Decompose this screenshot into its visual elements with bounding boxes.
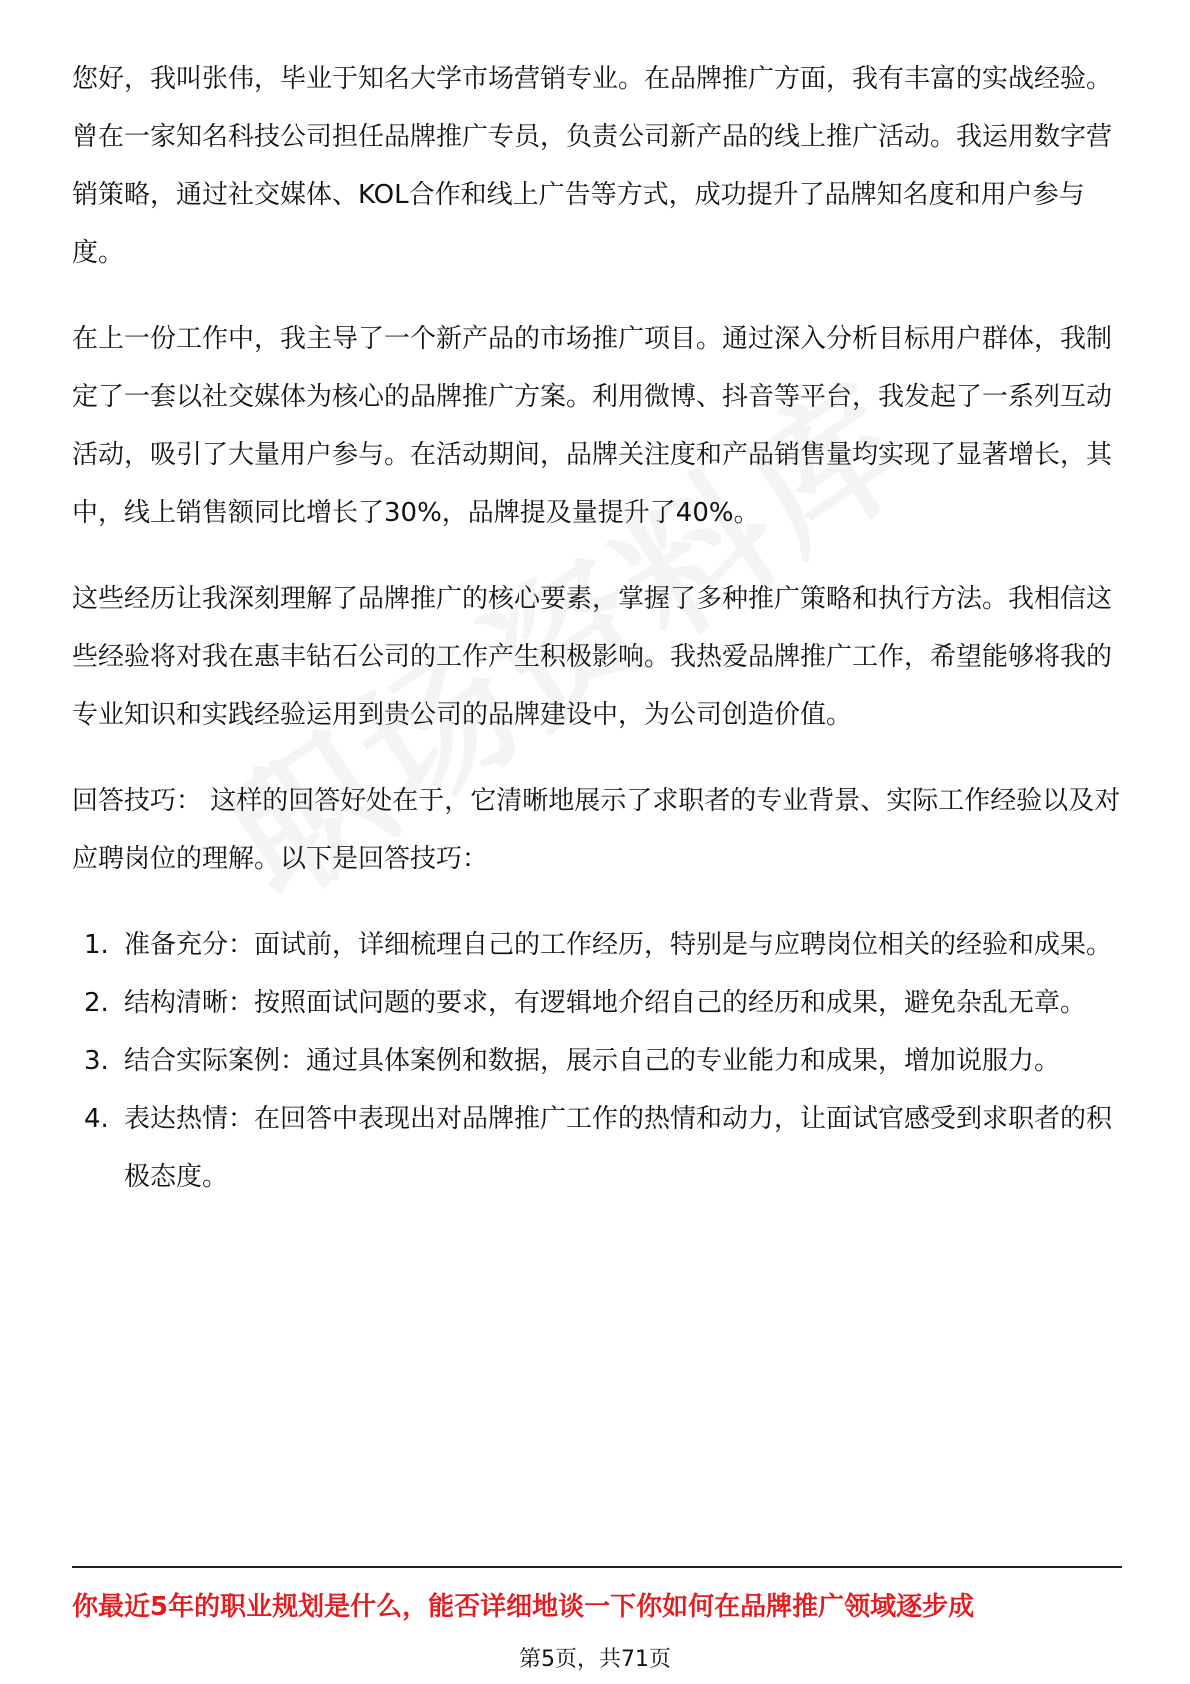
paragraph-project: 在上一份工作中，我主导了一个新产品的市场推广项目。通过深入分析目标用户群体，我制定了一套以社交媒体为核心的品牌推广方案。利用微博、抖音等平台，我发起了一系列互动活动，吸引了大量用户参与。在活动期间，品牌关注度和产品销售量均实现了显著增长，其中，线上销售额同比增长了30%，品牌提及量提升了40%。	[72, 324, 1113, 528]
tip-text: 结合实际案例：通过具体案例和数据，展示自己的专业能力和成果，增加说服力。	[124, 1046, 1061, 1076]
tip-number: 3.	[84, 1046, 109, 1076]
document-body	[72, 50, 1132, 1206]
tip-item	[72, 916, 1132, 974]
section-divider	[72, 1566, 1122, 1568]
tip-item	[72, 1090, 1132, 1206]
paragraph-summary: 这些经历让我深刻理解了品牌推广的核心要素，掌握了多种推广策略和执行方法。我相信这些经验将对我在惠丰钻石公司的工作产生积极影响。我热爱品牌推广工作，希望能够将我的专业知识和实践经验运用到贵公司的品牌建设中，为公司创造价值。	[72, 584, 1113, 730]
tip-item	[72, 974, 1132, 1032]
page-number: 第5页，共71页	[519, 1647, 671, 1672]
tip-item	[72, 1032, 1132, 1090]
tip-number: 4.	[84, 1104, 109, 1134]
next-question-heading: 你最近5年的职业规划是什么，能否详细地谈一下你如何在品牌推广领域逐步成	[72, 1592, 975, 1622]
tip-text: 准备充分：面试前，详细梳理自己的工作经历，特别是与应聘岗位相关的经验和成果。	[124, 930, 1113, 960]
tip-number: 1.	[84, 930, 109, 960]
tips-list	[72, 916, 1132, 1206]
tips-intro: 回答技巧： 这样的回答好处在于，它清晰地展示了求职者的专业背景、实际工作经验以及对应聘岗位的理解。以下是回答技巧：	[72, 786, 1121, 874]
tip-text: 结构清晰：按照面试问题的要求，有逻辑地介绍自己的经历和成果，避免杂乱无章。	[124, 988, 1087, 1018]
tip-number: 2.	[84, 988, 109, 1018]
paragraph-intro: 您好，我叫张伟，毕业于知名大学市场营销专业。在品牌推广方面，我有丰富的实战经验。曾在一家知名科技公司担任品牌推广专员，负责公司新产品的线上推广活动。我运用数字营销策略，通过社交媒体、KOL合作和线上广告等方式，成功提升了品牌知名度和用户参与度。	[72, 64, 1113, 268]
tip-text: 表达热情：在回答中表现出对品牌推广工作的热情和动力，让面试官感受到求职者的积极态度。	[124, 1104, 1113, 1192]
